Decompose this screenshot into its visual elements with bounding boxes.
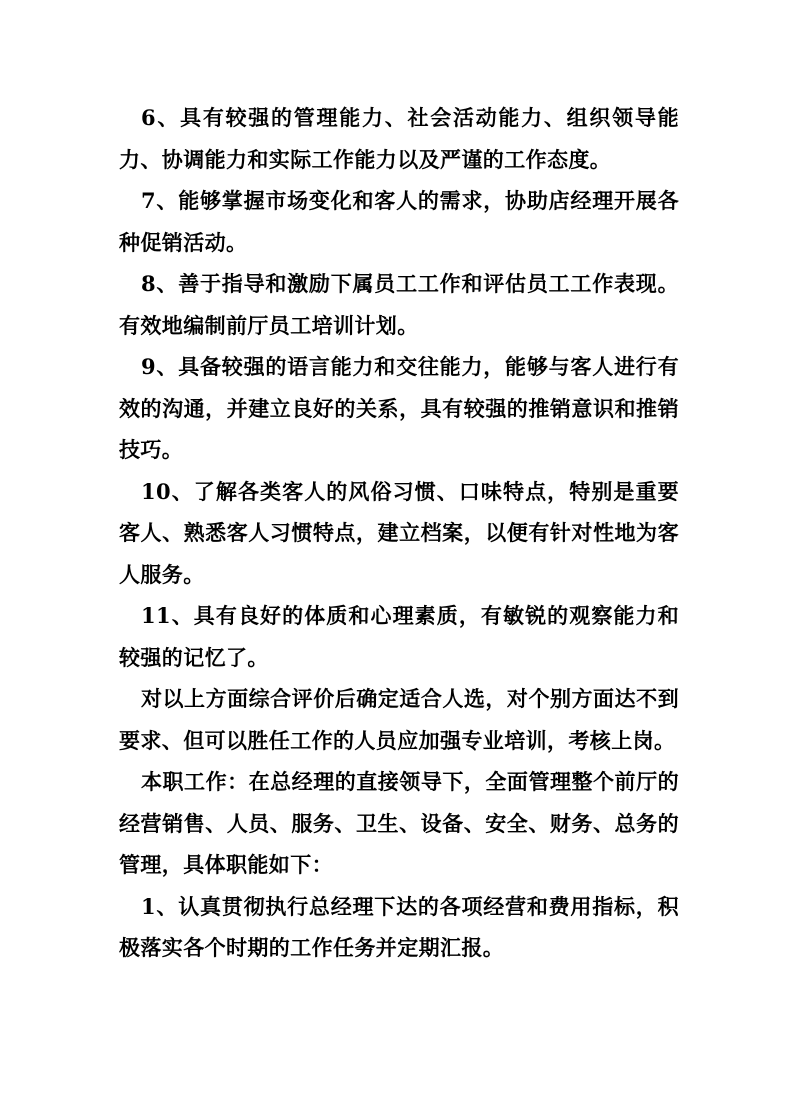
paragraph-item-9: 9、具备较强的语言能力和交往能力，能够与客人进行有效的沟通，并建立良好的关系，具有较强的推销意识和推销技巧。 — [119, 354, 679, 462]
paragraph-job-duties: 本职工作：在总经理的直接领导下，全面管理整个前厅的经营销售、人员、服务、卫生、设备、安全、财务、总务的管理，具体职能如下： — [119, 769, 679, 877]
paragraph-item-10: 10、了解各类客人的风俗习惯、口味特点，特别是重要客人、熟悉客人习惯特点，建立档案，以便有针对性地为客人服务。 — [119, 478, 679, 587]
document-body — [119, 97, 679, 969]
paragraph-item-7: 7、能够掌握市场变化和客人的需求，协助店经理开展各种促销活动。 — [119, 188, 679, 255]
paragraph-item-8: 8、善于指导和激励下属员工工作和评估员工工作表现。有效地编制前厅员工培训计划。 — [119, 271, 679, 338]
paragraph-duty-item-1: 1、认真贯彻执行总经理下达的各项经营和费用指标，积极落实各个时期的工作任务并定期汇报。 — [119, 893, 679, 960]
paragraph-item-11: 11、具有良好的体质和心理素质，有敏锐的观察能力和较强的记忆了。 — [119, 603, 679, 670]
paragraph-item-6: 6、具有较强的管理能力、社会活动能力、组织领导能力、协调能力和实际工作能力以及严谨的工作态度。 — [119, 105, 679, 172]
paragraph-evaluation-note: 对以上方面综合评价后确定适合人选，对个别方面达不到要求、但可以胜任工作的人员应加强专业培训，考核上岗。 — [119, 686, 679, 753]
